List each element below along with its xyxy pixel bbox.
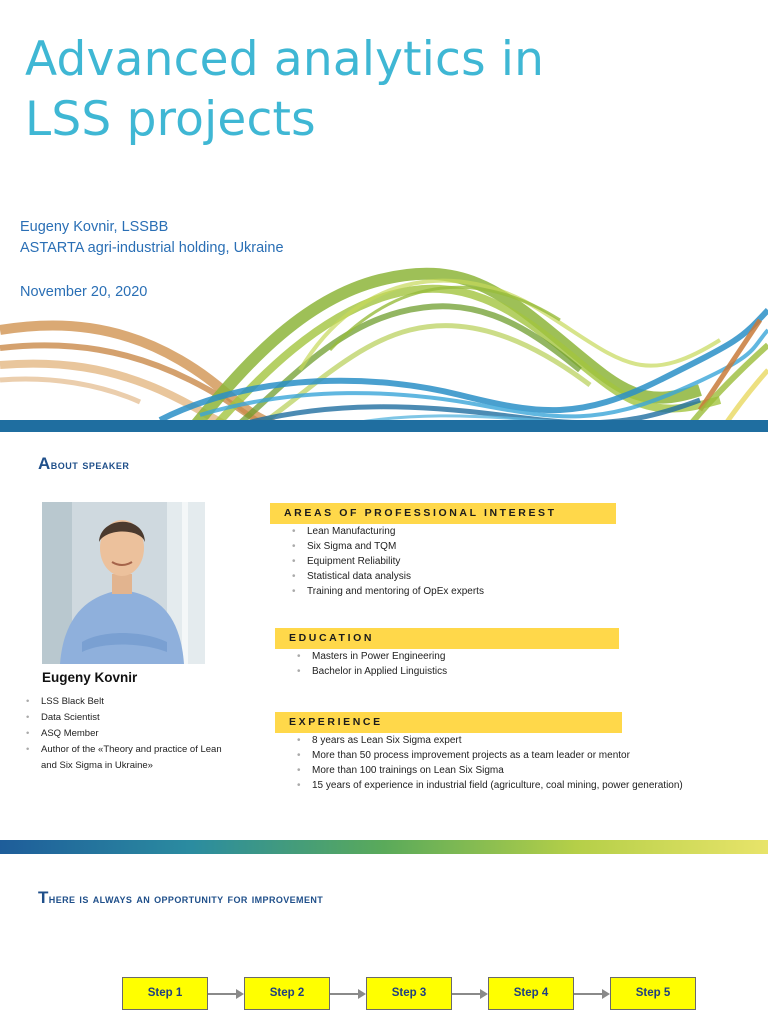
gradient-footer-stripe	[0, 840, 768, 854]
step-box-1: Step 1	[122, 977, 208, 1010]
improvement-slide	[0, 858, 768, 1024]
title-slide	[0, 0, 768, 432]
education-header: EDUCATION	[275, 628, 619, 649]
title-bottom-band	[0, 420, 768, 432]
heading-rest: here is always an opportunity for improvement	[48, 891, 324, 906]
speaker-photo	[42, 502, 205, 664]
professional-interest-list	[292, 524, 632, 599]
presentation-title	[25, 30, 544, 150]
heading-rest: bout speaker	[50, 457, 130, 472]
arrow-right-icon	[452, 984, 488, 1004]
step-box-2: Step 2	[244, 977, 330, 1010]
list-item: • 15 years of experience in industrial field (agriculture, coal mining, power generation)	[297, 778, 737, 793]
list-item: • Masters in Power Engineering	[297, 649, 627, 664]
list-item: • 8 years as Lean Six Sigma expert	[297, 733, 737, 748]
arrow-right-icon	[574, 984, 610, 1004]
about-speaker-heading	[38, 454, 129, 474]
list-item: • Statistical data analysis	[292, 569, 632, 584]
step-box-5: Step 5	[610, 977, 696, 1010]
step-box-3: Step 3	[366, 977, 452, 1010]
title-line-2: LSS projects	[25, 92, 316, 147]
arrow-right-icon	[330, 984, 366, 1004]
author-line: Eugeny Kovnir, LSSBB	[20, 219, 169, 235]
date-line: November 20, 2020	[20, 284, 148, 300]
list-item: • Bachelor in Applied Linguistics	[297, 664, 627, 679]
professional-interest-header: AREAS OF PROFESSIONAL INTEREST	[270, 503, 616, 524]
experience-list	[297, 733, 737, 793]
step-box-4: Step 4	[488, 977, 574, 1010]
organization-line: ASTARTA agri-industrial holding, Ukraine	[20, 240, 284, 256]
experience-header: EXPERIENCE	[275, 712, 622, 733]
decorative-waves-graphic	[0, 250, 768, 432]
list-item: • More than 50 process improvement projects as a team leader or mentor	[297, 748, 737, 763]
about-speaker-slide	[0, 436, 768, 854]
list-item: • LSS Black Belt	[26, 694, 226, 710]
list-item: • ASQ Member	[26, 726, 226, 742]
list-item: • Data Scientist	[26, 710, 226, 726]
list-item: • Equipment Reliability	[292, 554, 632, 569]
list-item: • Training and mentoring of OpEx experts	[292, 584, 632, 599]
title-line-1: Advanced analytics in	[25, 32, 545, 87]
heading-initial: A	[38, 454, 51, 473]
list-item: • More than 100 trainings on Lean Six Sigma	[297, 763, 737, 778]
speaker-name: Eugeny Kovnir	[42, 670, 138, 685]
list-item: • Six Sigma and TQM	[292, 539, 632, 554]
improvement-heading	[38, 888, 323, 908]
list-item: • Author of the «Theory and practice of Lean and Six Sigma in Ukraine»	[26, 742, 226, 774]
arrow-right-icon	[208, 984, 244, 1004]
speaker-credentials-list	[26, 694, 226, 774]
list-item: • Lean Manufacturing	[292, 524, 632, 539]
education-list	[297, 649, 627, 679]
heading-initial: T	[38, 888, 49, 907]
